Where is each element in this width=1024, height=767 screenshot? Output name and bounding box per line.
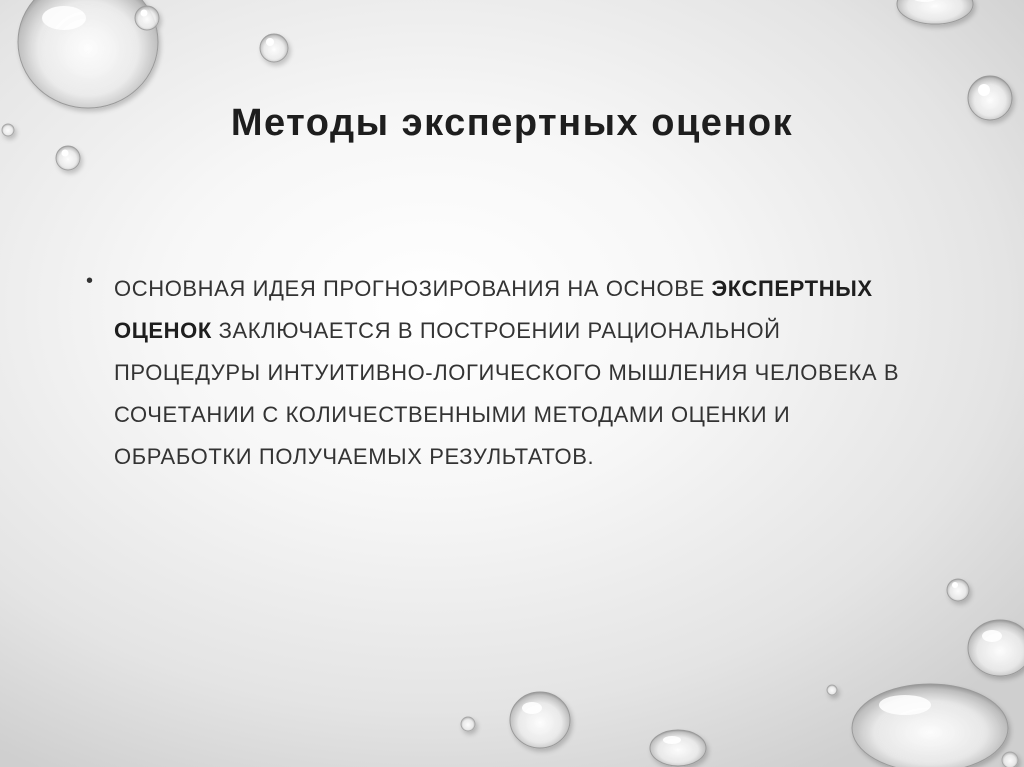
bullet-item	[86, 268, 926, 478]
bullet-text-segment: ЗАКЛЮЧАЕТСЯ В ПОСТРОЕНИИ РАЦИОНАЛЬНОЙ ПРОЦЕДУРЫ ИНТУИТИВНО-ЛОГИЧЕСКОГО МЫШЛЕНИЯ ЧЕЛОВЕКА В СОЧЕТАНИИ С КОЛИЧЕСТВЕННЫМИ МЕТОДАМИ ОЦЕНКИ И ОБРАБОТКИ ПОЛУЧАЕМЫХ РЕЗУЛЬТАТОВ.	[114, 318, 900, 469]
bullet-text	[114, 268, 926, 478]
slide-body	[86, 268, 926, 478]
bullet-text-segment: ОСНОВНАЯ ИДЕЯ ПРОГНОЗИРОВАНИЯ НА ОСНОВЕ	[114, 276, 712, 301]
bullet-icon: •	[86, 270, 94, 292]
slide-title: Методы экспертных оценок	[230, 102, 794, 144]
bullet-text-emphasis: ЭКСПЕРТНЫХ ОЦЕНОК	[114, 276, 873, 343]
